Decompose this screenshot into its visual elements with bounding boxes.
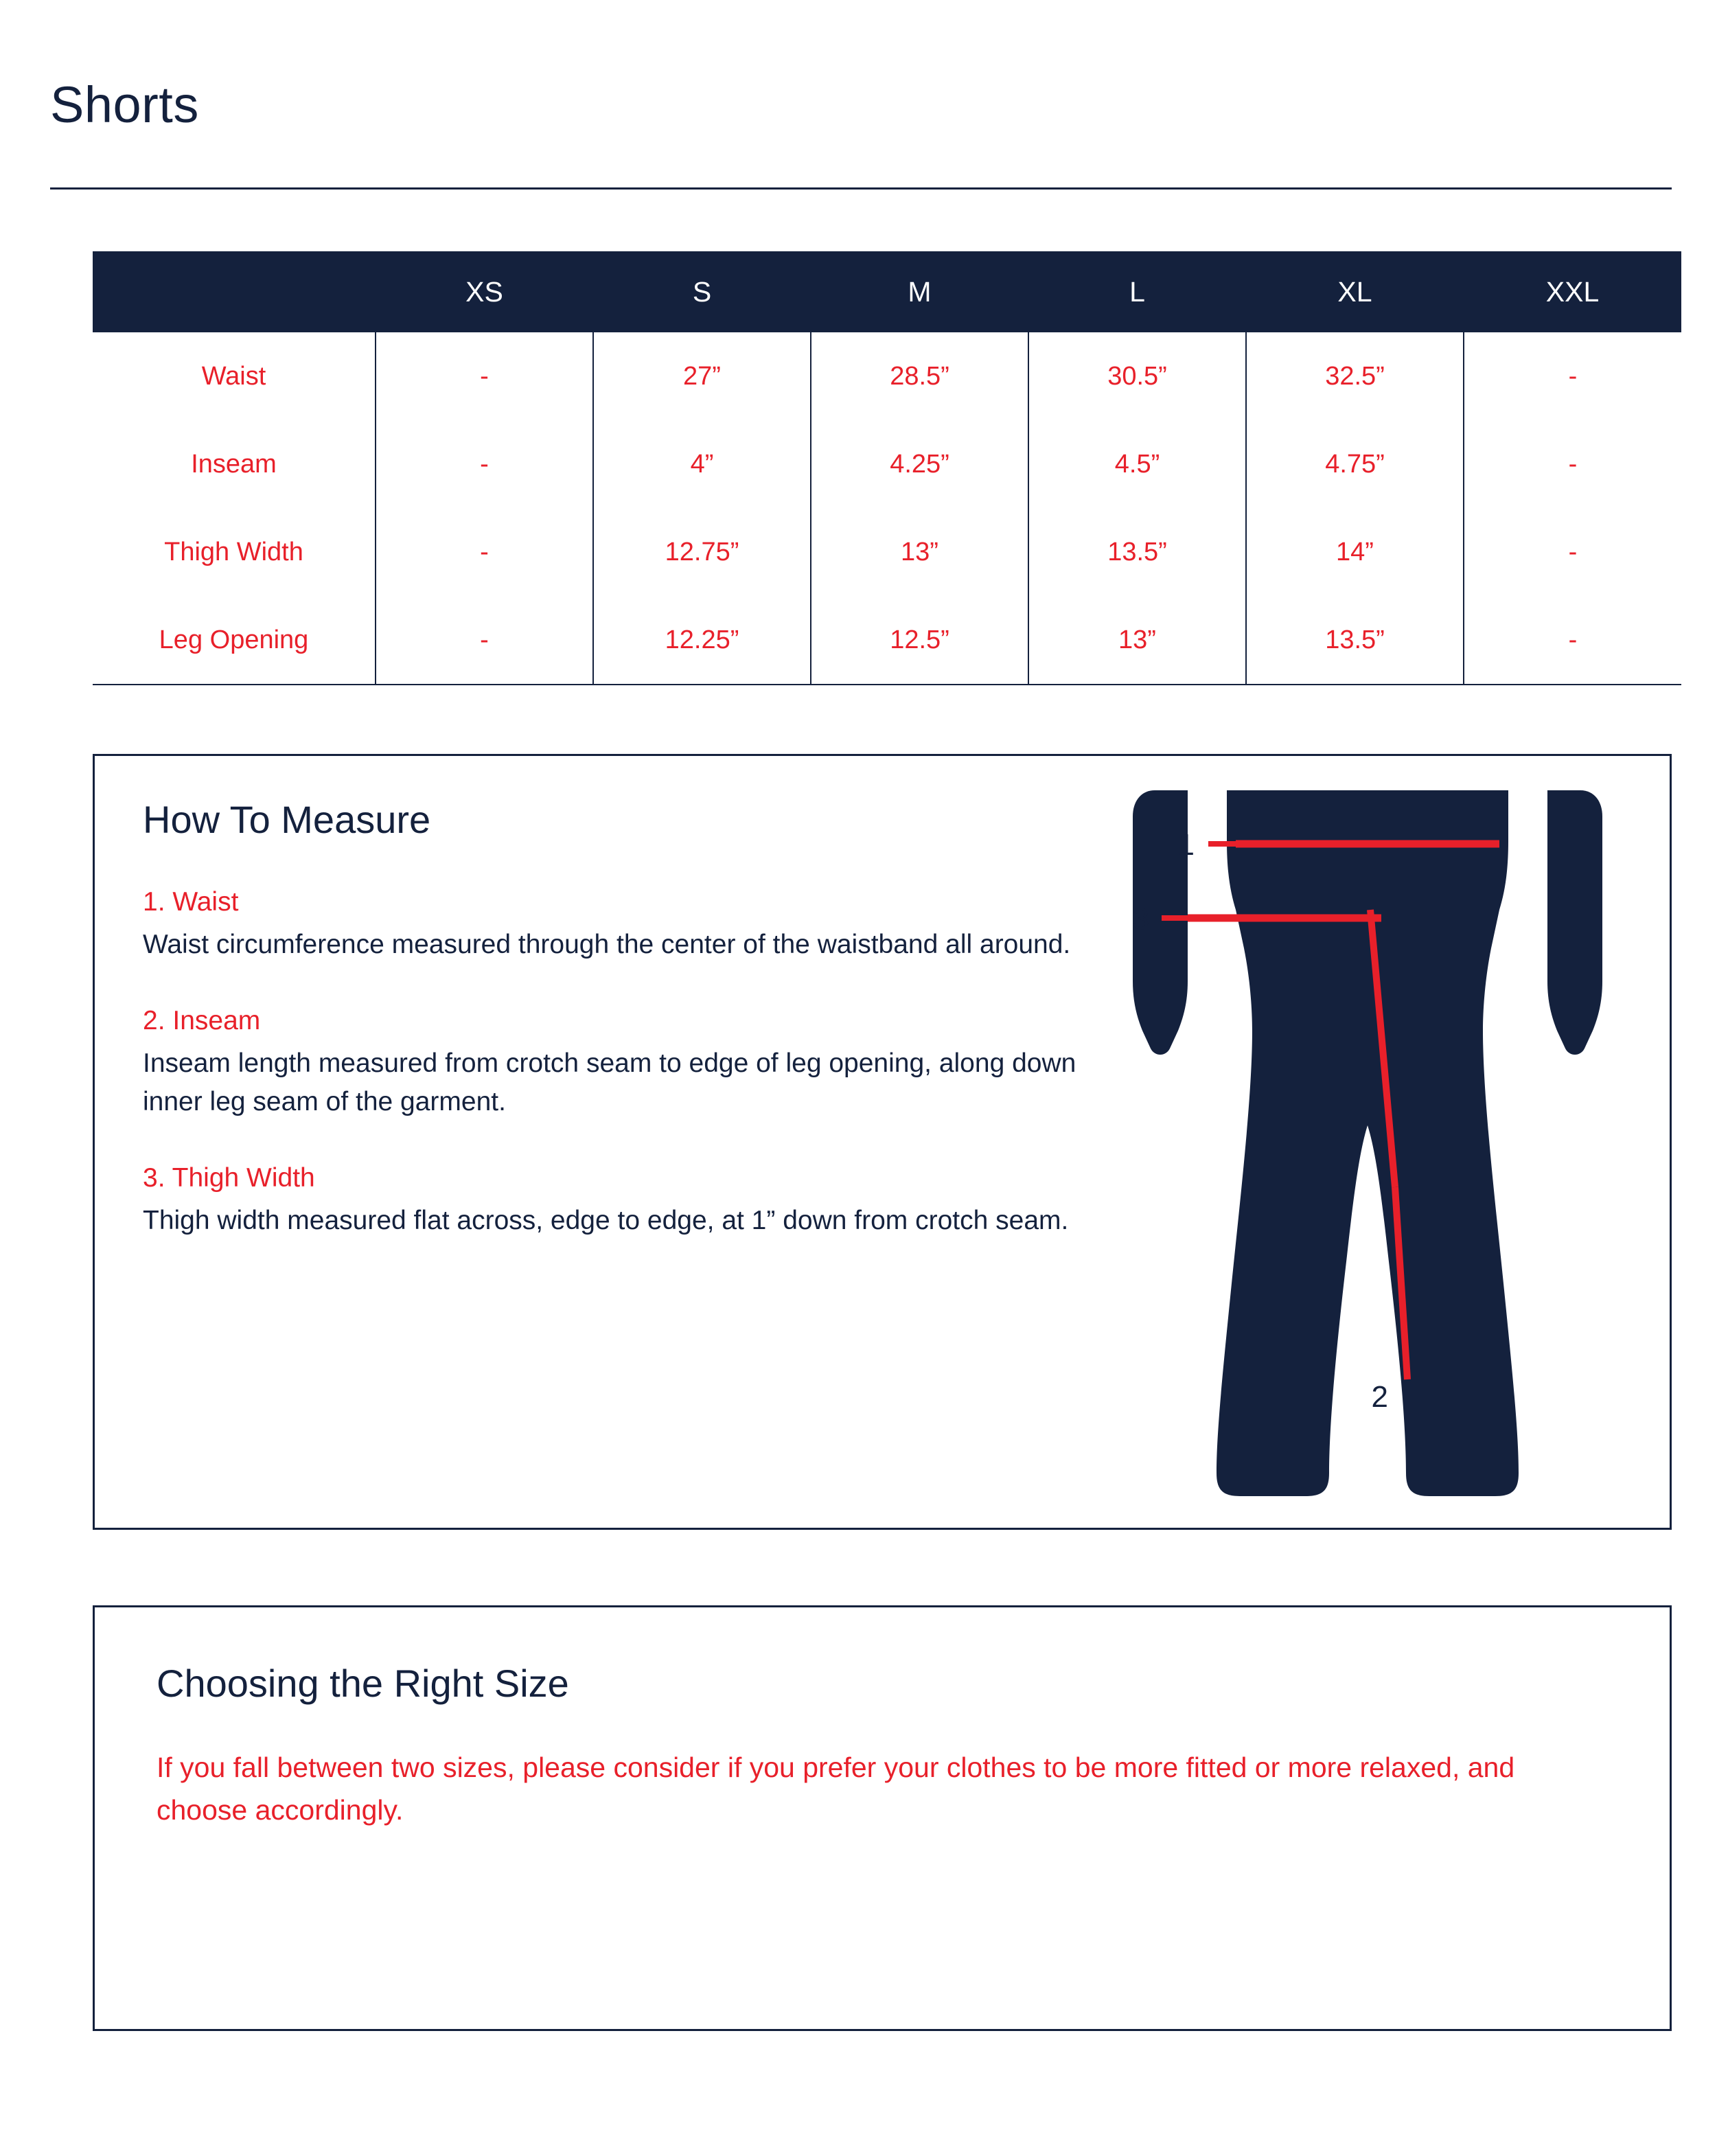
body-figure-icon [1107,775,1628,1517]
cell-leg-opening-s: 12.25” [593,596,811,685]
table-row [93,508,1681,596]
cell-inseam-xxl: - [1464,420,1681,508]
column-header-xl: XL [1246,251,1464,332]
table-row [93,332,1681,420]
how-to-measure-panel [93,754,1672,1530]
row-label-inseam: Inseam [93,420,376,508]
choosing-size-body: If you fall between two sizes, please consider if you prefer your clothes to be more fitted or more relaxed, and choose accordingly. [157,1752,1515,1826]
cell-inseam-xs: - [376,420,593,508]
cell-inseam-xl: 4.75” [1246,420,1464,508]
row-label-leg-opening: Leg Opening [93,596,376,685]
title-divider [50,187,1672,190]
cell-waist-xxl: - [1464,332,1681,420]
measure-item-waist-body: Waist circumference measured through the center of the waistband all around. [143,930,1071,959]
measure-item-waist-title: 1. Waist [143,887,239,917]
measure-item-inseam [143,1006,1104,1121]
page-title: Shorts [50,76,199,133]
cell-inseam-s: 4” [593,420,811,508]
measure-item-thigh-title: 3. Thigh Width [143,1163,315,1193]
table-header-row [93,251,1681,332]
cell-thigh-xxl: - [1464,508,1681,596]
cell-waist-xl: 32.5” [1246,332,1464,420]
cell-leg-opening-l: 13” [1028,596,1246,685]
cell-inseam-m: 4.25” [811,420,1028,508]
cell-leg-opening-xl: 13.5” [1246,596,1464,685]
size-chart-header [93,251,1681,332]
cell-leg-opening-m: 12.5” [811,596,1028,685]
figure-label-inseam: 2 [1371,1380,1388,1414]
column-header-s: S [593,251,811,332]
cell-thigh-m: 13” [811,508,1028,596]
cell-waist-s: 27” [593,332,811,420]
measurement-figure-illustration [1107,775,1628,1517]
cell-thigh-xs: - [376,508,593,596]
size-chart-body [93,332,1681,685]
column-header-m: M [811,251,1028,332]
size-chart-table [93,251,1681,685]
cell-waist-m: 28.5” [811,332,1028,420]
measure-item-inseam-body: Inseam length measured from crotch seam to edge of leg opening, along down inner leg seam of the garment. [143,1048,1076,1116]
choosing-size-heading: Choosing the Right Size [157,1662,569,1705]
table-row [93,596,1681,685]
column-header-xs: XS [376,251,593,332]
cell-thigh-s: 12.75” [593,508,811,596]
column-header-measurement [93,251,376,332]
figure-label-thigh: 3 [1132,902,1149,936]
table-row [93,420,1681,508]
cell-waist-l: 30.5” [1028,332,1246,420]
cell-leg-opening-xs: - [376,596,593,685]
measure-item-thigh-width [143,1163,1104,1239]
choosing-size-panel [93,1605,1672,2031]
measure-item-thigh-body: Thigh width measured flat across, edge to edge, at 1” down from crotch seam. [143,1206,1069,1236]
column-header-xxl: XXL [1464,251,1681,332]
cell-thigh-xl: 14” [1246,508,1464,596]
cell-inseam-l: 4.5” [1028,420,1246,508]
how-to-measure-heading: How To Measure [143,798,431,841]
cell-leg-opening-xxl: - [1464,596,1681,685]
cell-thigh-l: 13.5” [1028,508,1246,596]
measure-item-inseam-title: 2. Inseam [143,1006,261,1036]
size-chart-table-container [93,251,1672,685]
measure-item-waist [143,887,1104,963]
figure-label-waist: 1 [1177,828,1195,862]
row-label-waist: Waist [93,332,376,420]
column-header-l: L [1028,251,1246,332]
cell-waist-xs: - [376,332,593,420]
row-label-thigh-width: Thigh Width [93,508,376,596]
